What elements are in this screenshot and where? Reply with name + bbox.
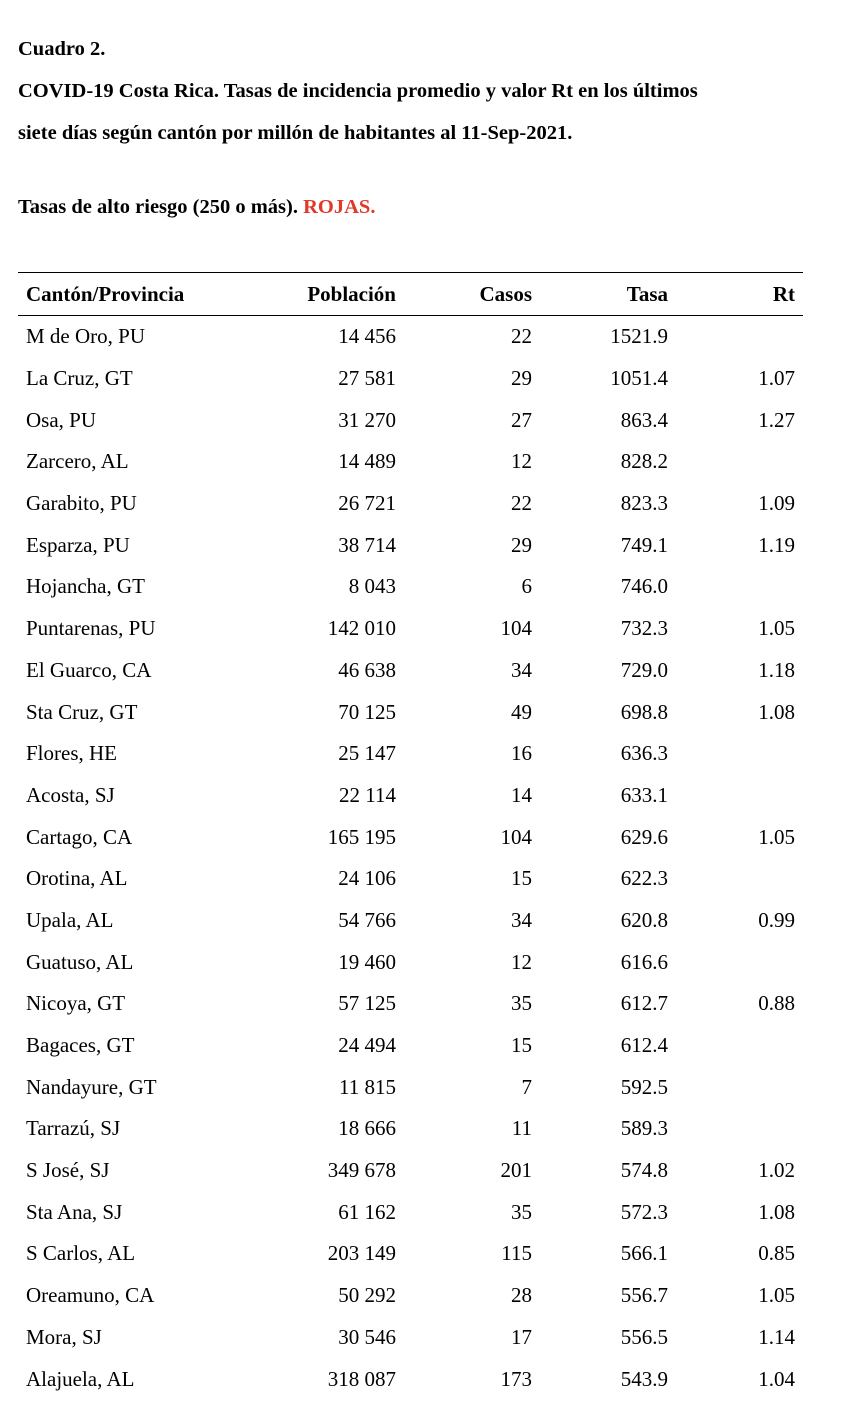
cell-rt: 0.99 (758, 907, 795, 932)
cell-casos: 34 (511, 907, 532, 932)
table-row (18, 608, 803, 650)
table-row (18, 775, 803, 817)
cell-canton-provincia: Oreamuno, CA (26, 1283, 155, 1308)
cell-canton-provincia: La Cruz, GT (26, 366, 133, 391)
cell-casos: 173 (500, 1366, 532, 1391)
cell-poblacion: 24 494 (338, 1033, 396, 1058)
cell-poblacion: 22 114 (339, 782, 396, 807)
cell-canton-provincia: Hojancha, GT (26, 574, 145, 599)
column-header-poblacion: Población (248, 273, 396, 316)
table-row (18, 441, 803, 483)
cell-canton-provincia: M de Oro, PU (26, 324, 145, 349)
table-row (18, 483, 803, 525)
cell-tasa: 612.7 (620, 991, 668, 1016)
cell-casos: 6 (521, 574, 532, 599)
table-row (18, 900, 803, 942)
cell-tasa: 636.3 (620, 741, 668, 766)
cell-casos: 115 (501, 1241, 532, 1266)
cell-tasa: 572.3 (620, 1199, 668, 1224)
cell-rt: 1.27 (758, 407, 795, 432)
table-row (18, 858, 803, 900)
cell-poblacion: 46 638 (338, 657, 396, 682)
cell-tasa: 620.8 (620, 907, 668, 932)
cell-casos: 104 (500, 616, 532, 641)
cell-canton-provincia: Zarcero, AL (26, 449, 129, 474)
table-row (18, 983, 803, 1025)
table-row (18, 1233, 803, 1275)
cell-poblacion: 57 125 (338, 991, 396, 1016)
cell-rt: 1.09 (758, 491, 795, 516)
cell-casos: 201 (500, 1158, 532, 1183)
cell-rt (668, 316, 803, 358)
cell-rt: 1.05 (758, 1283, 795, 1308)
cell-canton-provincia: Upala, AL (26, 907, 114, 932)
cell-rt: 1.05 (758, 824, 795, 849)
cell-rt: 1.02 (758, 1158, 795, 1183)
table-row (18, 1066, 803, 1108)
cell-rt (668, 733, 803, 775)
cell-tasa: 589.3 (620, 1116, 668, 1141)
cell-poblacion: 318 087 (327, 1366, 396, 1391)
cell-poblacion: 14 456 (338, 324, 396, 349)
cell-rt: 0.88 (758, 991, 795, 1016)
cell-tasa: 616.6 (620, 949, 668, 974)
cell-poblacion: 24 106 (338, 866, 396, 891)
cell-tasa: 592.5 (620, 1074, 668, 1099)
table-row (18, 650, 803, 692)
risk-color-word: ROJAS. (303, 196, 376, 218)
table-row (18, 816, 803, 858)
cell-canton-provincia: S José, SJ (26, 1158, 110, 1183)
cell-canton-provincia: Tarrazú, SJ (26, 1116, 121, 1141)
cell-canton-provincia: Osa, PU (26, 407, 97, 432)
cell-casos: 35 (511, 991, 532, 1016)
cell-poblacion: 54 766 (338, 907, 396, 932)
cell-rt (668, 1025, 803, 1067)
cell-poblacion: 38 714 (338, 532, 396, 557)
cell-canton-provincia: El Guarco, CA (26, 657, 152, 682)
column-header-rt: Rt (668, 273, 803, 316)
cell-poblacion: 349 678 (327, 1158, 396, 1183)
cell-poblacion: 14 489 (338, 449, 396, 474)
cell-rt: 1.18 (758, 657, 795, 682)
cell-poblacion: 27 581 (338, 366, 396, 391)
caption-number: Cuadro 2. (18, 38, 106, 60)
cell-poblacion: 31 270 (338, 407, 396, 432)
cell-casos: 49 (511, 699, 532, 724)
cell-tasa: 749.1 (620, 532, 668, 557)
cell-casos: 29 (511, 366, 532, 391)
cell-casos: 12 (511, 949, 532, 974)
cell-canton-provincia: Cartago, CA (26, 824, 133, 849)
cell-tasa: 622.3 (620, 866, 668, 891)
cell-poblacion: 11 815 (339, 1074, 396, 1099)
cell-tasa: 543.9 (620, 1366, 668, 1391)
cell-rt (668, 566, 803, 608)
cell-rt: 1.19 (758, 532, 795, 557)
cell-tasa: 732.3 (620, 616, 668, 641)
table-row (18, 566, 803, 608)
table-row (18, 1275, 803, 1317)
cell-tasa: 612.4 (620, 1033, 668, 1058)
cell-canton-provincia: Alajuela, AL (26, 1366, 135, 1391)
cell-canton-provincia: Orotina, AL (26, 866, 128, 891)
cell-poblacion: 25 147 (338, 741, 396, 766)
column-header-canton-provincia: Cantón/Provincia (18, 273, 248, 316)
header-row (18, 273, 803, 316)
cell-rt (668, 441, 803, 483)
cell-casos: 14 (511, 782, 532, 807)
table-row (18, 1191, 803, 1233)
cell-tasa: 633.1 (620, 782, 668, 807)
table-body (18, 316, 803, 1400)
cell-poblacion: 165 195 (327, 824, 396, 849)
cell-canton-provincia: Garabito, PU (26, 491, 137, 516)
cell-poblacion: 8 043 (348, 574, 396, 599)
cell-canton-provincia: Sta Ana, SJ (26, 1199, 123, 1224)
table-row (18, 691, 803, 733)
table-row (18, 1025, 803, 1067)
cell-canton-provincia: Esparza, PU (26, 532, 130, 557)
cell-canton-provincia: Flores, HE (26, 741, 117, 766)
table-header (18, 273, 803, 316)
cell-casos: 22 (511, 324, 532, 349)
cell-rt (668, 1066, 803, 1108)
table-row (18, 358, 803, 400)
table-row (18, 316, 803, 358)
cell-canton-provincia: Puntarenas, PU (26, 616, 156, 641)
cell-rt (668, 941, 803, 983)
cell-tasa: 629.6 (620, 824, 668, 849)
cell-tasa: 828.2 (620, 449, 668, 474)
risk-level-label: Tasas de alto riesgo (250 o más). (18, 196, 298, 218)
cell-poblacion: 18 666 (338, 1116, 396, 1141)
cell-tasa: 729.0 (620, 657, 668, 682)
cell-poblacion: 70 125 (338, 699, 396, 724)
table-row (18, 1150, 803, 1192)
cell-casos: 29 (511, 532, 532, 557)
cell-rt: 1.14 (758, 1324, 795, 1349)
column-header-tasa: Tasa (532, 273, 668, 316)
cell-rt (668, 775, 803, 817)
cell-casos: 11 (511, 1116, 532, 1141)
cell-tasa: 1051.4 (610, 366, 668, 391)
cell-poblacion: 142 010 (327, 616, 396, 641)
cell-tasa: 823.3 (620, 491, 668, 516)
cell-tasa: 746.0 (620, 574, 668, 599)
table-row (18, 524, 803, 566)
table-row (18, 1108, 803, 1150)
cell-casos: 22 (511, 491, 532, 516)
cell-rt: 1.07 (758, 366, 795, 391)
caption-title-line-1: COVID-19 Costa Rica. Tasas de incidencia promedio y valor Rt en los últimos (18, 80, 698, 102)
cell-canton-provincia: Mora, SJ (26, 1324, 102, 1349)
cell-poblacion: 61 162 (338, 1199, 396, 1224)
cell-tasa: 556.7 (620, 1283, 668, 1308)
caption-title-line-2: siete días según cantón por millón de habitantes al 11-Sep-2021. (18, 122, 573, 144)
cell-casos: 27 (511, 407, 532, 432)
cell-casos: 17 (511, 1324, 532, 1349)
cell-tasa: 566.1 (620, 1241, 668, 1266)
cell-casos: 34 (511, 657, 532, 682)
cell-canton-provincia: Acosta, SJ (26, 782, 115, 807)
cell-rt: 1.08 (758, 699, 795, 724)
cell-casos: 15 (511, 866, 532, 891)
cell-tasa: 1521.9 (610, 324, 668, 349)
cell-canton-provincia: Sta Cruz, GT (26, 699, 138, 724)
column-header-casos: Casos (396, 273, 532, 316)
cell-tasa: 863.4 (620, 407, 668, 432)
table-row (18, 1317, 803, 1359)
cell-casos: 104 (500, 824, 532, 849)
cell-tasa: 556.5 (620, 1324, 668, 1349)
cell-rt: 1.05 (758, 616, 795, 641)
table-row (18, 1358, 803, 1400)
cell-casos: 12 (511, 449, 532, 474)
cell-rt (668, 858, 803, 900)
cell-rt: 1.04 (758, 1366, 795, 1391)
cell-poblacion: 26 721 (338, 491, 396, 516)
cell-casos: 16 (511, 741, 532, 766)
table-row (18, 399, 803, 441)
cell-casos: 35 (511, 1199, 532, 1224)
cell-casos: 7 (521, 1074, 532, 1099)
cell-poblacion: 30 546 (338, 1324, 396, 1349)
cell-canton-provincia: Guatuso, AL (26, 949, 134, 974)
cell-poblacion: 203 149 (327, 1241, 396, 1266)
cell-rt (668, 1108, 803, 1150)
risk-level-note (18, 186, 375, 228)
cell-poblacion: 50 292 (338, 1283, 396, 1308)
cell-canton-provincia: Nicoya, GT (26, 991, 126, 1016)
cell-canton-provincia: S Carlos, AL (26, 1241, 136, 1266)
cell-casos: 28 (511, 1283, 532, 1308)
cell-poblacion: 19 460 (338, 949, 396, 974)
cell-tasa: 574.8 (620, 1158, 668, 1183)
table-row (18, 733, 803, 775)
cell-rt: 1.08 (758, 1199, 795, 1224)
cell-rt: 0.85 (758, 1241, 795, 1266)
incidence-table (18, 272, 803, 1400)
table-row (18, 941, 803, 983)
cell-canton-provincia: Nandayure, GT (26, 1074, 157, 1099)
cell-tasa: 698.8 (620, 699, 668, 724)
cell-casos: 15 (511, 1033, 532, 1058)
cell-canton-provincia: Bagaces, GT (26, 1033, 135, 1058)
table-caption (18, 28, 848, 154)
